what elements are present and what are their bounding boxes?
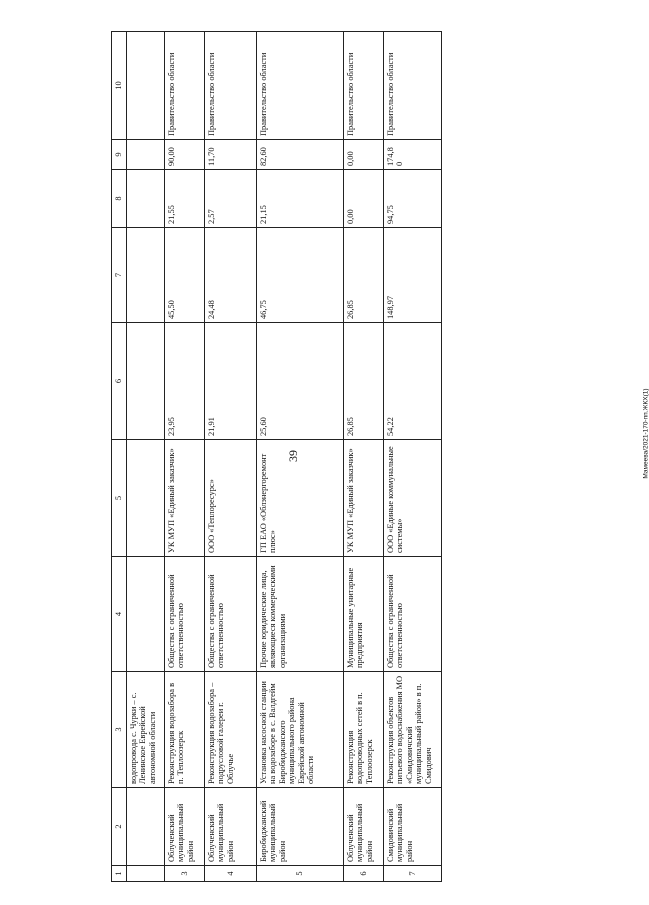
project-cell: Реконструкция водозабора – подрусловой галереи г. Облучье [205, 672, 257, 788]
value-cell: 24,48 [205, 228, 257, 323]
header-cell: 10 [112, 32, 127, 140]
row-number: 6 [344, 866, 384, 882]
row-number: 7 [384, 866, 442, 882]
value-cell: 54,22 [384, 323, 442, 440]
project-cell: Реконструкция водопроводных сетей в п. Теплоозерск [344, 672, 384, 788]
project-cell: Реконструкция объектов питьевого водоснабжения МО «Смидовичский муниципальный район» в п. Смидович [384, 672, 442, 788]
value-cell: 25,60 [257, 323, 344, 440]
header-cell: 2 [112, 788, 127, 866]
owner-type-cell: Общества с ограниченной ответственностью [165, 557, 205, 672]
row-number: 3 [165, 866, 205, 882]
value-cell: 2,57 [205, 170, 257, 228]
page-number: 39 [286, 450, 300, 462]
row-number: 4 [205, 866, 257, 882]
value-cell: 21,15 [257, 170, 344, 228]
value-cell: 21,55 [165, 170, 205, 228]
value-cell: 0,00 [344, 170, 384, 228]
rotated-table-wrapper [111, 32, 433, 882]
table-row [384, 32, 442, 882]
executor-cell: ООО «Теплоресурс» [205, 440, 257, 557]
value-cell: 0,00 [344, 140, 384, 170]
footer-reference: Мамеева/2021-170-пп.ЖКХ(1) [642, 388, 649, 479]
value-cell: 94,75 [384, 170, 442, 228]
executor-cell: УК МУП «Единый заказчик» [165, 440, 205, 557]
value-cell: 26,85 [344, 228, 384, 323]
district-cell: Смидовичский муниципальный район [384, 788, 442, 866]
responsible-cell: Правительство области [165, 32, 205, 140]
program-table [111, 31, 442, 882]
value-cell: 174,80 [384, 140, 442, 170]
project-cell: Установка насосной станции на водозаборе в с. Валдгейм Биробиджанского муниципального района Еврейской автономной области [257, 672, 344, 788]
header-cell: 6 [112, 323, 127, 440]
table-row [344, 32, 384, 882]
value-cell: 82,60 [257, 140, 344, 170]
header-cell: 8 [112, 170, 127, 228]
value-cell: 23,95 [165, 323, 205, 440]
header-cell: 7 [112, 228, 127, 323]
header-cell: 3 [112, 672, 127, 788]
header-cell: 1 [112, 866, 127, 882]
district-cell: Биробиджанский муниципальный район [257, 788, 344, 866]
district-cell: Облученский муниципальный район [344, 788, 384, 866]
executor-cell: ООО «Единые коммунальные системы» [384, 440, 442, 557]
header-cell: 5 [112, 440, 127, 557]
responsible-cell: Правительство области [344, 32, 384, 140]
continuation-row [127, 32, 165, 882]
executor-cell: ГП ЕАО «Облэнергоремонт плюс» [257, 440, 344, 557]
value-cell: 90,00 [165, 140, 205, 170]
district-cell: Облученский муниципальный район [165, 788, 205, 866]
owner-type-cell: Прочие юридические лица, являющиеся коммерческими организациями [257, 557, 344, 672]
header-row [112, 32, 127, 882]
district-cell: Облученский муниципальный район [205, 788, 257, 866]
value-cell: 45,50 [165, 228, 205, 323]
executor-cell: УК МУП «Единый заказчик» [344, 440, 384, 557]
owner-type-cell: Муниципальные унитарные предприятия [344, 557, 384, 672]
value-cell: 26,85 [344, 323, 384, 440]
project-cell: Реконструкция водозабора в п. Теплоозерск [165, 672, 205, 788]
continuation-project-cell: водопровода с. Чурки – с. Ленинское Еврейской автономной области [127, 672, 165, 788]
value-cell: 148,97 [384, 228, 442, 323]
responsible-cell: Правительство области [257, 32, 344, 140]
owner-type-cell: Общества с ограниченной ответственностью [205, 557, 257, 672]
value-cell: 11,70 [205, 140, 257, 170]
value-cell: 46,75 [257, 228, 344, 323]
table-row [205, 32, 257, 882]
row-number: 5 [257, 866, 344, 882]
header-cell: 9 [112, 140, 127, 170]
table-row [165, 32, 205, 882]
owner-type-cell: Общества с ограниченной ответственностью [384, 557, 442, 672]
responsible-cell: Правительство области [205, 32, 257, 140]
value-cell: 21,91 [205, 323, 257, 440]
responsible-cell: Правительство области [384, 32, 442, 140]
header-cell: 4 [112, 557, 127, 672]
table-row [257, 32, 344, 882]
